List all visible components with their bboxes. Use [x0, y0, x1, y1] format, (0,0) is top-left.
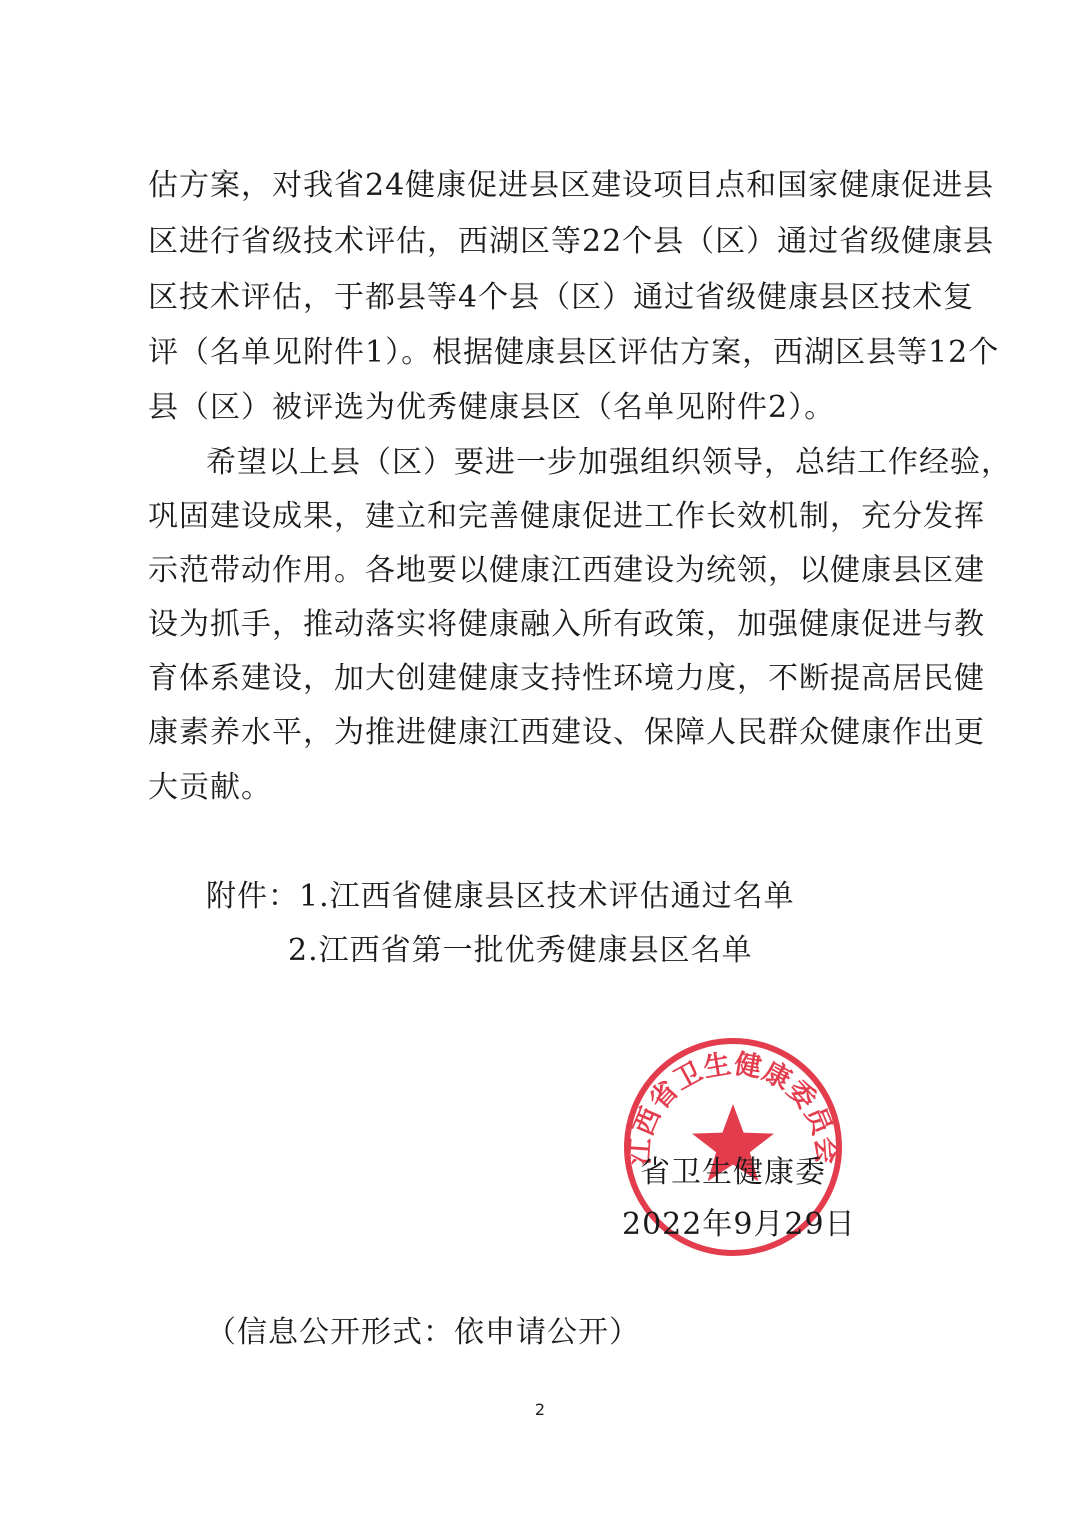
body-line: 巩固建设成果，建立和完善健康促进工作长效机制，充分发挥 [148, 499, 985, 534]
body-line: 区技术评估，于都县等4个县（区）通过省级健康县区技术复 [148, 280, 975, 315]
seal-text: 江西省卫生健康委员会 [624, 1048, 842, 1167]
disclosure-note: （信息公开形式：依申请公开） [206, 1315, 640, 1350]
body-line: 育体系建设，加大创建健康支持性环境力度，不断提高居民健 [148, 661, 985, 696]
attachments-block [206, 877, 795, 917]
attachment-item: 1.江西省健康县区技术评估通过名单 [299, 879, 795, 914]
issuer-name: 省卫生健康委 [640, 1155, 826, 1190]
body-line: 区进行省级技术评估，西湖区等22个县（区）通过省级健康县 [148, 224, 995, 259]
body-line: 大贡献。 [148, 770, 272, 805]
body-line: 示范带动作用。各地要以健康江西建设为统领，以健康县区建 [148, 553, 985, 588]
attachment-item: 2.江西省第一批优秀健康县区名单 [288, 933, 753, 968]
page-number: 2 [534, 1400, 546, 1419]
issue-date: 2022年9月29日 [622, 1207, 856, 1242]
body-line: 估方案，对我省24健康促进县区建设项目点和国家健康促进县 [148, 168, 995, 203]
body-line: 康素养水平，为推进健康江西建设、保障人民群众健康作出更 [148, 715, 985, 750]
body-line: 评（名单见附件1）。根据健康县区评估方案，西湖区县等12个 [148, 335, 1000, 370]
body-line: 设为抓手，推动落实将健康融入所有政策，加强健康促进与教 [148, 607, 985, 642]
body-line: 希望以上县（区）要进一步加强组织领导，总结工作经验， [206, 445, 1012, 480]
body-line: 县（区）被评选为优秀健康县区（名单见附件2）。 [148, 390, 836, 425]
attachments-label: 附件： [206, 879, 299, 914]
